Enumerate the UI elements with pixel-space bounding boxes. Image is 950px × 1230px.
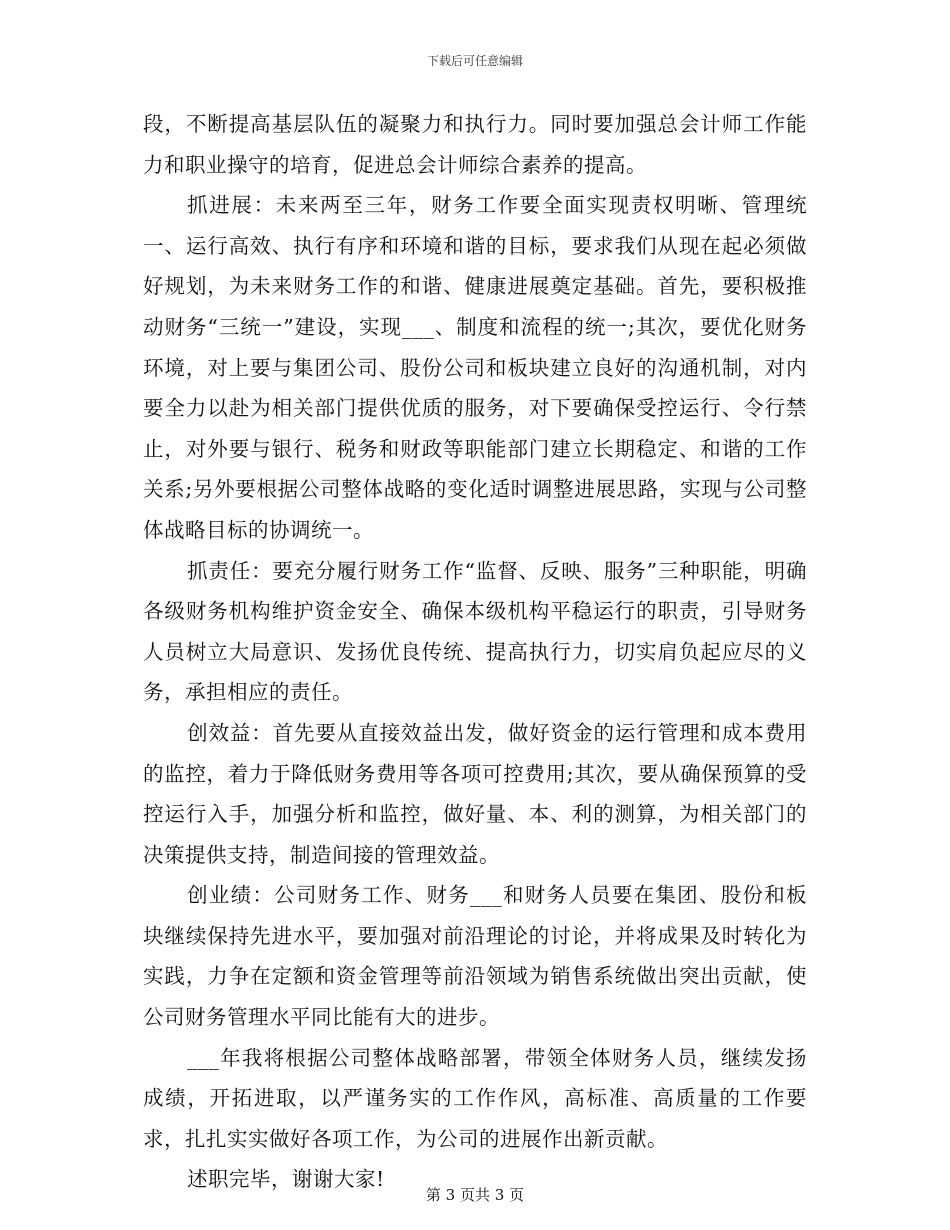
paragraph-benefit: 创效益：首先要从直接效益出发，做好资金的运行管理和成本费用的监控，着力于降低财务费用等各项可控费用;其次，要从确保预算的受控运行入手，加强分析和监控，做好量、本、利的测算，为相关部门的决策提供支持，制造间接的管理效益。 [143, 720, 807, 867]
paragraph-continuation: 段，不断提高基层队伍的凝聚力和执行力。同时要加强总会计师工作能力和职业操守的培育，促进总会计师综合素养的提高。 [143, 112, 807, 177]
paragraph-progress: 抓进展：未来两至三年，财务工作要全面实现责权明晰、管理统一、运行高效、执行有序和环境和谐的目标，要求我们从现在起必须做好规划，为未来财务工作的和谐、健康进展奠定基础。首先，要积极推动财务“三统一”建设，实现___、制度和流程的统一;其次，要优化财务环境，对上要与集团公司、股份公司和板块建立良好的沟通机制，对内要全力以赴为相关部门提供优质的服务，对下要确保受控运行、令行禁止，对外要与银行、税务和财政等职能部门建立长期稳定、和谐的工作关系;另外要根据公司整体战略的变化适时调整进展思路，实现与公司整体战略目标的协调统一。 [143, 193, 807, 542]
paragraph-plan: ___年我将根据公司整体战略部署，带领全体财务人员，继续发扬成绩，开拓进取，以严谨务实的工作作风，高标准、高质量的工作要求，扎扎实实做好各项工作，为公司的进展作出新贡献。 [143, 1045, 807, 1151]
paragraph-closing: 述职完毕，谢谢大家! [187, 1167, 385, 1192]
paragraph-responsibility: 抓责任：要充分履行财务工作“监督、反映、服务”三种职能，明确各级财务机构维护资金安全、确保本级机构平稳运行的职责，引导财务人员树立大局意识、发扬优良传统、提高执行力，切实肩负起应尽的义务，承担相应的责任。 [143, 558, 807, 705]
paragraph-performance: 创业绩：公司财务工作、财务___和财务人员要在集团、股份和板块继续保持先进水平，要加强对前沿理论的讨论，并将成果及时转化为实践，力争在定额和资金管理等前沿领域为销售系统做出突出贡献，使公司财务管理水平同比能有大的进步。 [143, 883, 807, 1030]
page-footer: 第 3 页共 3 页 [425, 1186, 525, 1204]
document-body [143, 104, 807, 1200]
page-header: 下载后可任意编辑 [426, 54, 523, 68]
